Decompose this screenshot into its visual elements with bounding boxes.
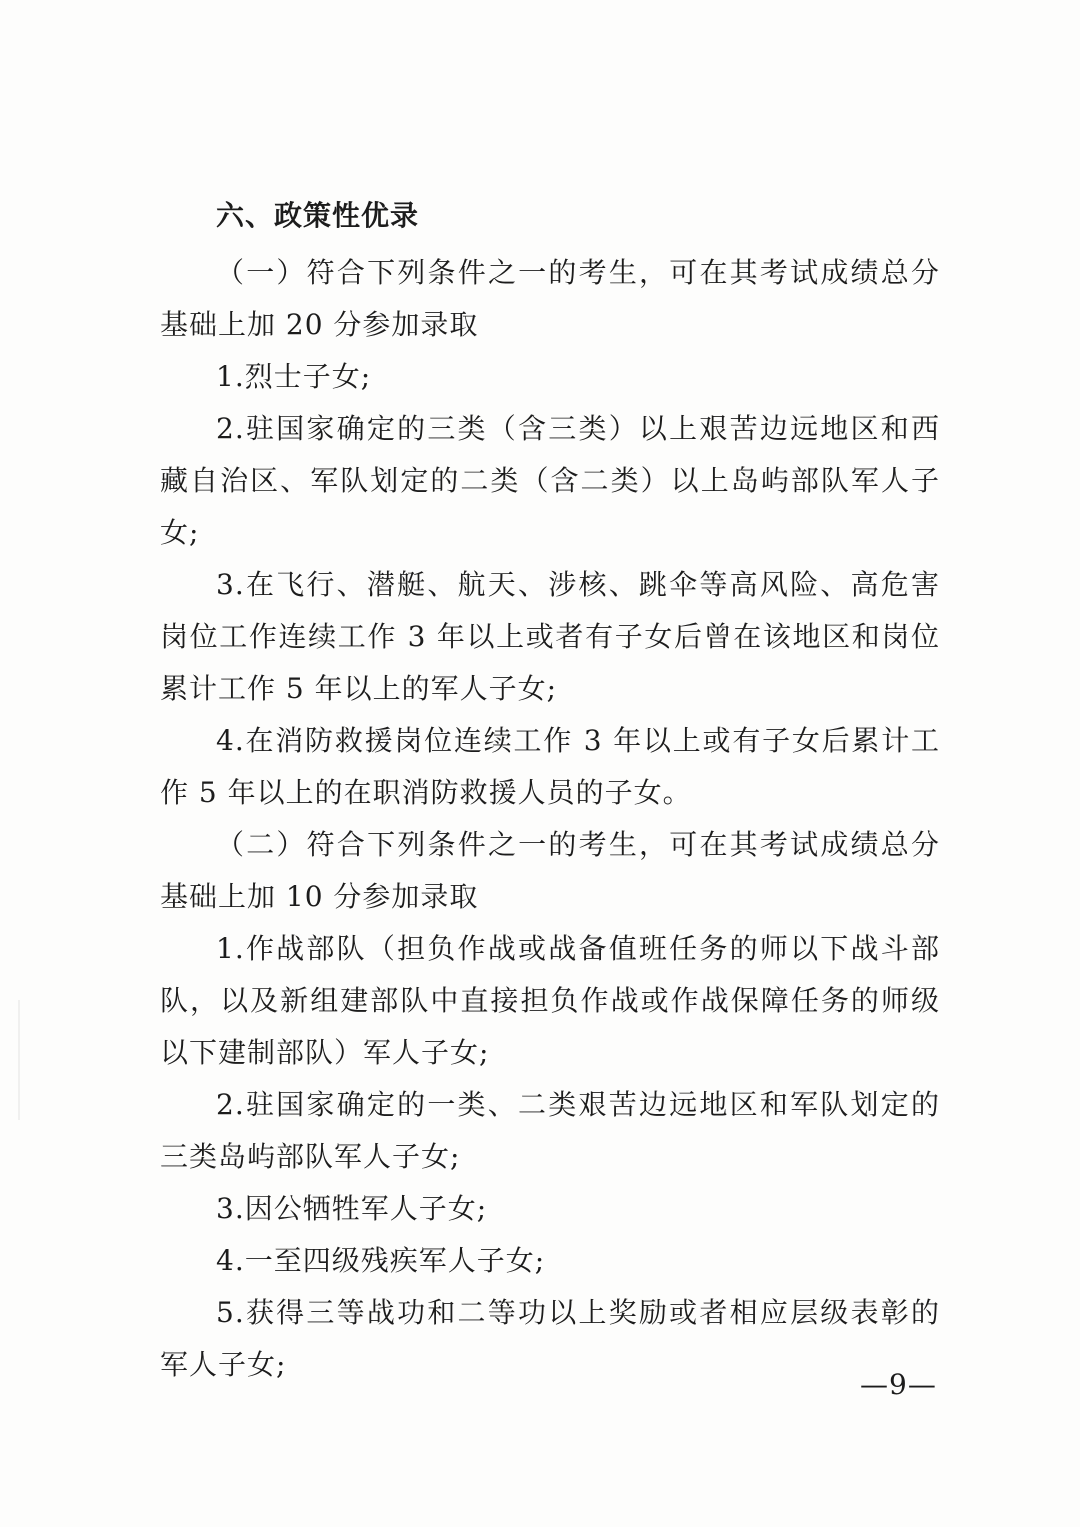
paragraph-item-2-5: 5.获得三等战功和二等功以上奖励或者相应层级表彰的军人子女; [160, 1296, 940, 1381]
paragraph-item-2-3: 3.因公牺牲军人子女; [216, 1192, 488, 1225]
paragraph-item-1-2: 2.驻国家确定的三类（含三类）以上艰苦边远地区和西藏自治区、军队划定的二类（含二类）以上岛屿部队军人子女; [160, 412, 940, 549]
paragraph-item-1-4: 4.在消防救援岗位连续工作 3 年以上或有子女后累计工作 5 年以上的在职消防救援人员的子女。 [160, 724, 940, 809]
paragraph-item-2-2: 2.驻国家确定的一类、二类艰苦边远地区和军队划定的三类岛屿部队军人子女; [160, 1088, 940, 1173]
page-number: —9— [860, 1368, 937, 1401]
document-body [160, 190, 940, 1391]
paragraph-subsection-2: （二）符合下列条件之一的考生，可在其考试成绩总分基础上加 10 分参加录取 [160, 828, 940, 913]
section-heading: 六、政策性优录 [216, 199, 420, 232]
paragraph-item-2-1: 1.作战部队（担负作战或战备值班任务的师以下战斗部队，以及新组建部队中直接担负作战或作战保障任务的师级以下建制部队）军人子女; [160, 932, 940, 1069]
paragraph-subsection-1: （一）符合下列条件之一的考生，可在其考试成绩总分基础上加 20 分参加录取 [160, 256, 940, 341]
paragraph-item-1-3: 3.在飞行、潜艇、航天、涉核、跳伞等高风险、高危害岗位工作连续工作 3 年以上或者有子女后曾在该地区和岗位累计工作 5 年以上的军人子女; [160, 568, 940, 705]
paragraph-item-1-1: 1.烈士子女; [216, 360, 372, 393]
scan-artifact [18, 1000, 20, 1120]
paragraph-item-2-4: 4.一至四级残疾军人子女; [216, 1244, 546, 1277]
